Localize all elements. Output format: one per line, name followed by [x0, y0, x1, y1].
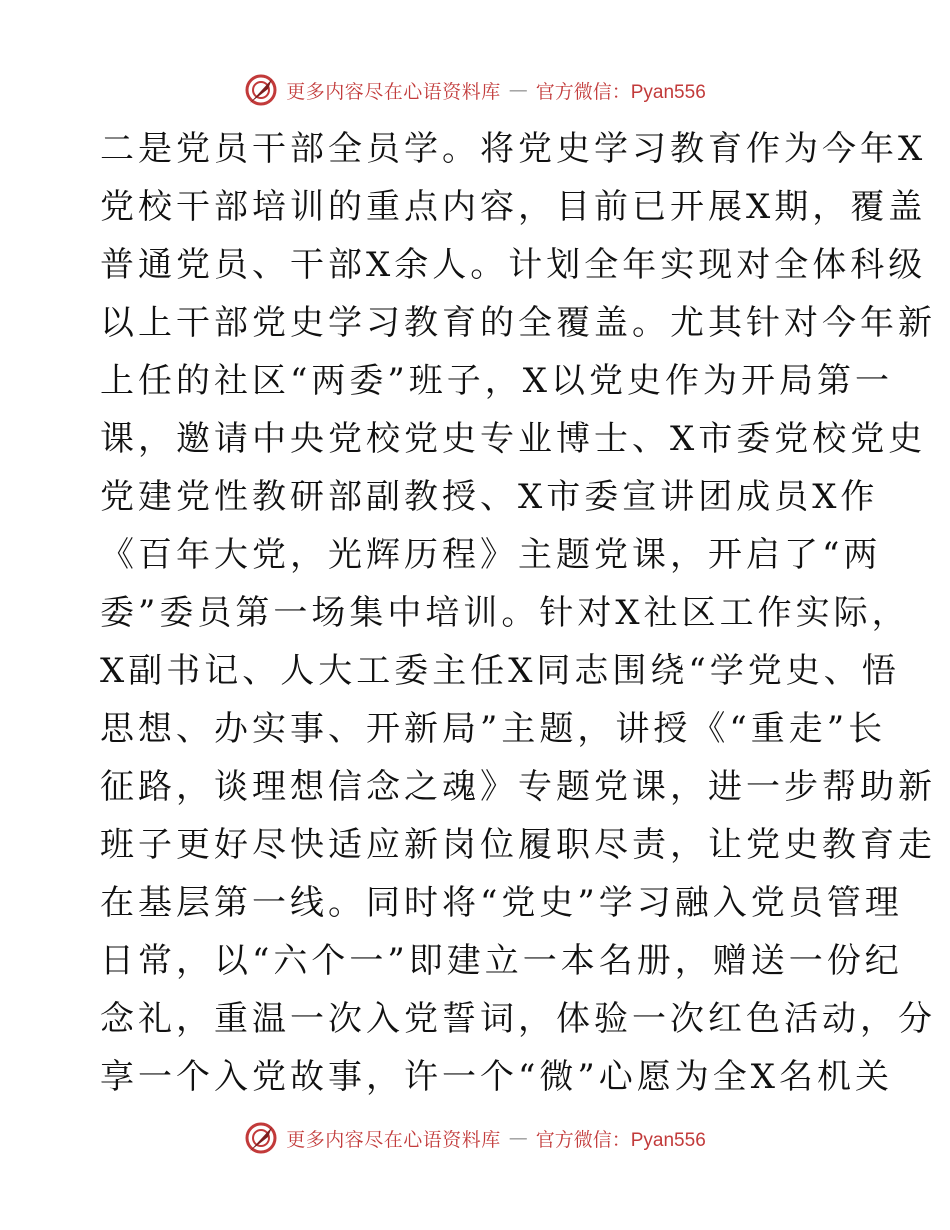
text-line: 以上干部党史学习教育的全覆盖。尤其针对今年新: [100, 303, 936, 343]
footer-banner-contact: 官方微信：Pyan556: [535, 1129, 706, 1151]
text-line: 委”委员第一场集中培训。针对X社区工作实际，: [100, 593, 910, 633]
text-line: 思想、办实事、开新局”主题，讲授《“重走”长: [100, 709, 887, 749]
text-line: 上任的社区“两委”班子，X以党史作为开局第一: [100, 361, 893, 401]
text-line: 《百年大党，光辉历程》主题党课，开启了“两: [100, 535, 882, 575]
quill-circle-logo-icon: [244, 1121, 278, 1155]
header-banner-contact: 官方微信：Pyan556: [535, 81, 706, 103]
text-line: 征路，谈理想信念之魂》专题党课，进一步帮助新: [100, 767, 936, 807]
text-line: 在基层第一线。同时将“党史”学习融入党员管理: [100, 883, 903, 923]
header-banner: [0, 70, 950, 110]
text-line: 二是党员干部全员学。将党史学习教育作为今年X: [100, 129, 927, 169]
text-line: 班子更好尽快适应新岗位履职尽责，让党史教育走: [100, 825, 936, 865]
text-line: 党校干部培训的重点内容，目前已开展X期，覆盖: [100, 187, 927, 227]
footer-banner-separator: —: [508, 1127, 528, 1149]
text-line: 党建党性教研部副教授、X市委宣讲团成员X作: [100, 477, 879, 517]
text-line: 享一个入党故事，许一个“微”心愿为全X名机关: [100, 1057, 893, 1097]
footer-banner-text: 更多内容尽在心语资料库: [286, 1128, 501, 1151]
header-banner-text: 更多内容尽在心语资料库: [286, 80, 501, 103]
text-line: 课，邀请中央党校党史专业博士、X市委党校党史: [100, 419, 927, 459]
quill-circle-logo-icon: [244, 73, 278, 107]
text-line: 日常，以“六个一”即建立一本名册，赠送一份纪: [100, 941, 903, 981]
text-line: X副书记、人大工委主任X同志围绕“学党史、悟: [100, 651, 900, 691]
header-banner-separator: —: [508, 79, 528, 101]
footer-banner: [0, 1118, 950, 1158]
text-line: 普通党员、干部X余人。计划全年实现对全体科级: [100, 245, 927, 285]
text-line: 念礼，重温一次入党誓词，体验一次红色活动，分: [100, 999, 936, 1039]
